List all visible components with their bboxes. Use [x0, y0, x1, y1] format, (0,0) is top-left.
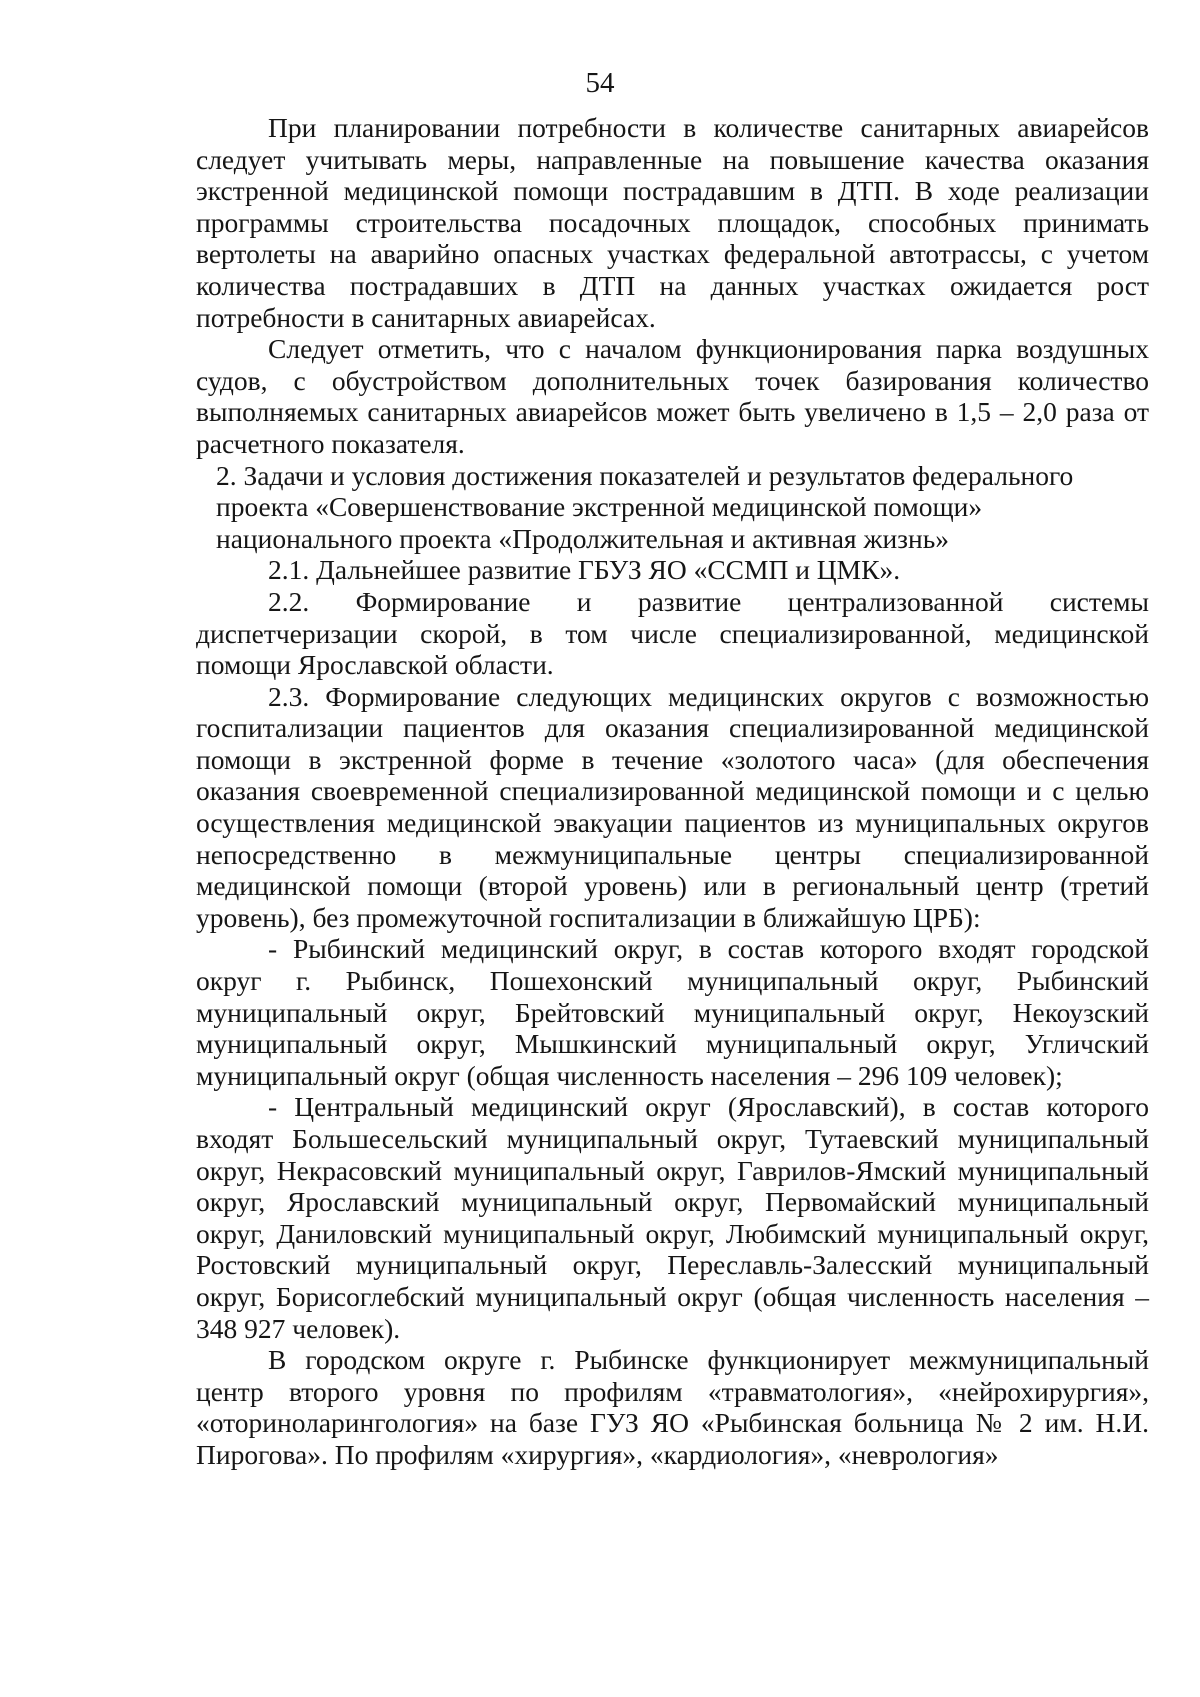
document-body [196, 112, 1149, 1471]
section-heading [196, 460, 1149, 555]
section-heading-line-1: 2. Задачи и условия достижения показателей и результатов федерального [216, 459, 1074, 491]
page-number: 54 [585, 67, 615, 99]
paragraph-2-3: 2.3. Формирование следующих медицинских округов с возможностью госпитализации пациентов для оказания специализированной медицинской помощи в экстренной форме в течение «золотого часа» (для обеспечения оказания своевременной специализированной медицинской помощи и с целью осуществления медицинской эвакуации пациентов из муниципальных округов непосредственно в межмуниципальные центры специализированной медицинской помощи (второй уровень) или в региональный центр (третий уровень), без промежуточной госпитализации в ближайшую ЦРБ): [196, 680, 1149, 933]
paragraph-2-1: 2.1. Дальнейшее развитие ГБУЗ ЯО «ССМП и ЦМК». [268, 554, 901, 586]
list-item-rybinsk-district: - Рыбинский медицинский округ, в состав которого входят городской округ г. Рыбинск, Пошехонский муниципальный округ, Рыбинский муниципальный округ, Брейтовский муниципальный округ, Некоузский муниципальный округ, Мышкинский муниципальный округ, Угличский муниципальный округ (общая численность населения – 296 109 человек); [196, 933, 1149, 1091]
section-heading-line-2: проекта «Совершенствование экстренной медицинской помощи» [216, 491, 983, 523]
paragraph-2-2: 2.2. Формирование и развитие централизованной системы диспетчеризации скорой, в том числе специализированной, медицинской помощи Ярославской области. [196, 585, 1149, 681]
paragraph-aviation-planning: При планировании потребности в количестве санитарных авиарейсов следует учитывать меры, направленные на повышение качества оказания экстренной медицинской помощи пострадавшим в ДТП. В ходе реализации программы строительства посадочных площадок, способных принимать вертолеты на аварийно опасных участках федеральной автотрассы, с учетом количества пострадавших в ДТП на данных участках ожидается рост потребности в санитарных авиарейсах. [196, 112, 1149, 333]
list-item-central-district: - Центральный медицинский округ (Ярославский), в состав которого входят Большесельский муниципальный округ, Тутаевский муниципальный округ, Некрасовский муниципальный округ, Гаврилов-Ямский муниципальный округ, Ярославский муниципальный округ, Первомайский муниципальный округ, Даниловский муниципальный округ, Любимский муниципальный округ, Ростовский муниципальный округ, Переславль-Залесский муниципальный округ, Борисоглебский муниципальный округ (общая численность населения – 348 927 человек). [196, 1091, 1149, 1344]
paragraph-aircraft-fleet: Следует отметить, что с началом функционирования парка воздушных судов, с обустройством дополнительных точек базирования количество выполняемых санитарных авиарейсов может быть увеличено в 1,5 – 2,0 раза от расчетного показателя. [196, 333, 1149, 459]
section-heading-line-3: национального проекта «Продолжительная и активная жизнь» [216, 522, 950, 554]
paragraph-rybinsk-center: В городском округе г. Рыбинске функционирует межмуниципальный центр второго уровня по профилям «травматология», «нейрохирургия», «оториноларингология» на базе ГУЗ ЯО «Рыбинская больница № 2 им. Н.И. Пирогова». По профилям «хирургия», «кардиология», «неврология» [196, 1344, 1149, 1470]
